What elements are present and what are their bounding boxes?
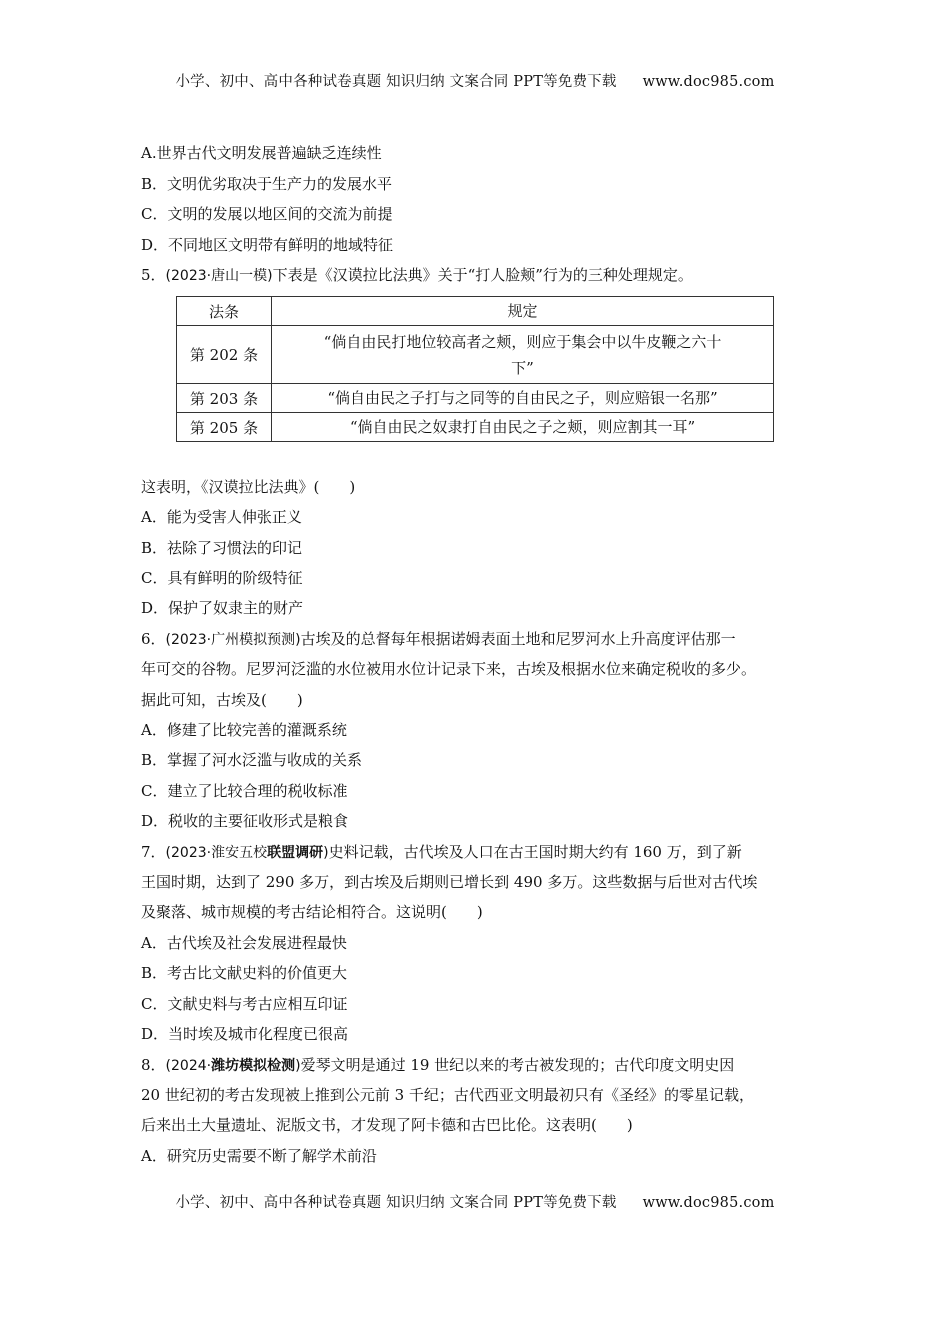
q6-option-a: A．修建了比较完善的灌溉系统	[141, 721, 347, 739]
law-table-rule	[272, 326, 774, 384]
q5-option-d: D．保护了奴隶主的财产	[141, 599, 304, 617]
q6-number: 6．	[141, 630, 166, 648]
law-table-row	[177, 384, 774, 413]
law-table-rule-line1: “倘自由民打地位较高者之颊，则应于集会中以牛皮鞭之六十	[323, 332, 722, 351]
law-table-article: 第 203 条	[177, 384, 272, 413]
q6-stem-line1	[141, 629, 736, 650]
q5-option-c: C．具有鲜明的阶级特征	[141, 569, 303, 587]
law-table-rule-line2: 下”	[511, 358, 534, 377]
q4-option-d: D．不同地区文明带有鲜明的地域特征	[141, 236, 394, 254]
q6-source: (2023·广州模拟预测)	[165, 632, 301, 648]
q7-source: (2023·淮安五校	[165, 845, 268, 861]
q8-number: 8．	[141, 1056, 166, 1074]
q8-source: (2024·	[165, 1058, 212, 1074]
law-table-header-rule: 规定	[272, 297, 774, 326]
q5-question: 这表明，《汉谟拉比法典》( )	[141, 478, 356, 496]
q5-stem-text: 下表是《汉谟拉比法典》关于“打人脸颊”行为的三种处理规定。	[272, 266, 693, 284]
q7-option-d: D．当时埃及城市化程度已很高	[141, 1025, 349, 1043]
q7-option-c: C．文献史料与考古应相互印证	[141, 995, 348, 1013]
q7-stem-line2: 王国时期，达到了 290 多万，到古埃及后期则已增长到 490 多万。这些数据与后世对古代埃	[141, 873, 758, 891]
q4-option-c: C．文明的发展以地区间的交流为前提	[141, 205, 393, 223]
q7-text: 史料记载，古代埃及人口在古王国时期大约有 160 万，到了新	[328, 843, 742, 861]
q7-stem-line3: 及聚落、城市规模的考古结论相符合。这说明( )	[141, 903, 483, 921]
q8-source-end: )	[295, 1058, 301, 1074]
q4-option-a: A.世界古代文明发展普遍缺乏连续性	[141, 144, 382, 162]
q7-stem-line1	[141, 842, 742, 863]
q5-option-b: B．祛除了习惯法的印记	[141, 539, 303, 557]
q7-option-b: B．考古比文献史料的价值更大	[141, 964, 348, 982]
law-table-rule: “倘自由民之奴隶打自由民之子之颊，则应割其一耳”	[272, 413, 774, 442]
q8-option-a: A．研究历史需要不断了解学术前沿	[141, 1147, 377, 1165]
q6-option-c: C．建立了比较合理的税收标准	[141, 782, 348, 800]
q6-stem-line2: 年可交的谷物。尼罗河泛滥的水位被用水位计记录下来，古埃及根据水位来确定税收的多少。	[141, 660, 757, 678]
q6-stem-line3: 据此可知，古埃及( )	[141, 691, 303, 709]
law-table-article: 第 205 条	[177, 413, 272, 442]
law-table-rule: “倘自由民之子打与之同等的自由民之子，则应赔银一名那”	[272, 384, 774, 413]
q8-stem-line1	[141, 1055, 734, 1076]
law-table-header-article: 法条	[177, 297, 272, 326]
q7-source-bold: 联盟调研	[267, 845, 324, 861]
footer-text: 小学、初中、高中各种试卷真题 知识归纳 文案合同 PPT等免费下载	[175, 1195, 617, 1211]
law-table-article: 第 202 条	[177, 326, 272, 384]
law-table-row	[177, 413, 774, 442]
q7-source-end: )	[323, 845, 329, 861]
q5-number: 5．	[141, 266, 166, 284]
footer-site-link[interactable]: www.doc985.com	[642, 1195, 775, 1211]
q7-number: 7．	[141, 843, 166, 861]
law-table-header-row	[177, 297, 774, 326]
law-table-row	[177, 326, 774, 384]
q6-option-b: B．掌握了河水泛滥与收成的关系	[141, 751, 363, 769]
q4-option-b: B．文明优劣取决于生产力的发展水平	[141, 175, 393, 193]
header-site-link[interactable]: www.doc985.com	[642, 74, 775, 90]
q8-text: 爱琴文明是通过 19 世纪以来的考古被发现的；古代印度文明史因	[300, 1056, 735, 1074]
q5-option-a: A．能为受害人伸张正义	[141, 508, 302, 526]
q5-stem	[141, 265, 693, 286]
q8-stem-line3: 后来出土大量遗址、泥版文书，才发现了阿卡德和古巴比伦。这表明( )	[141, 1116, 633, 1134]
page-header	[0, 70, 950, 91]
q6-text: 古埃及的总督每年根据诺姆表面土地和尼罗河水上升高度评估那一	[300, 630, 736, 648]
page-footer	[0, 1191, 950, 1212]
q6-option-d: D．税收的主要征收形式是粮食	[141, 812, 349, 830]
law-table	[176, 296, 774, 442]
q8-stem-line2: 20 世纪初的考古发现被上推到公元前 3 千纪；古代西亚文明最初只有《圣经》的零星记载，	[141, 1086, 754, 1104]
q8-source-bold: 潍坊模拟检测	[211, 1058, 296, 1074]
q5-source: (2023·唐山一模)	[165, 268, 273, 284]
q7-option-a: A．古代埃及社会发展进程最快	[141, 934, 347, 952]
header-text: 小学、初中、高中各种试卷真题 知识归纳 文案合同 PPT等免费下载	[175, 74, 617, 90]
